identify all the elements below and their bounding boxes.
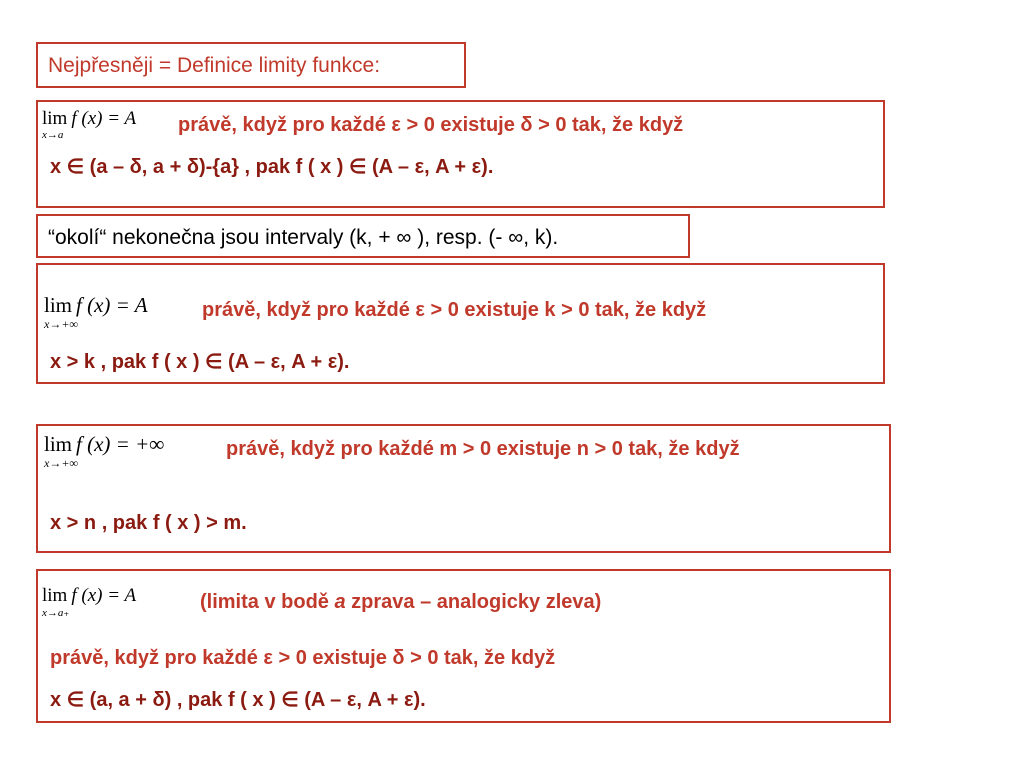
definition-line-1: právě, když pro každé ε > 0 existuje δ > 0 tak, že když: [178, 114, 684, 136]
limit-subscript: x→a₊: [42, 607, 70, 619]
definition-improper-limit-box: [36, 424, 891, 553]
definition-line-1: právě, když pro každé ε > 0 existuje k > 0 tak, že když: [202, 299, 707, 321]
definition-limit-at-infinity-box: [36, 263, 885, 384]
right-limit-note-prefix: (limita v bodě: [200, 591, 335, 613]
definition-line-2: x > n , pak f ( x ) > m.: [50, 512, 247, 534]
limit-subscript: x→+∞: [44, 317, 78, 331]
lim-operator: lim: [44, 293, 73, 317]
limit-subscript: x→+∞: [44, 456, 78, 470]
definition-line-1: právě, když pro každé ε > 0 existuje δ > 0 tak, že když: [50, 647, 556, 669]
lim-operator: lim: [44, 432, 73, 456]
limit-expression: f (x) = +∞: [76, 432, 165, 456]
definition-limit-at-point-box: [36, 100, 885, 208]
right-limit-note: [200, 591, 601, 614]
definition-line-2: x ∈ (a, a + δ) , pak f ( x ) ∈ (A – ε, A + ε).: [50, 689, 426, 711]
infinity-neighbourhood-note: “okolí“ nekonečna jsou intervaly (k, + ∞ ), resp. (- ∞, k).: [48, 226, 559, 249]
right-limit-note-variable: a: [334, 591, 346, 613]
limit-expression: f (x) = A: [76, 293, 148, 317]
lim-operator: lim: [42, 108, 68, 129]
definition-line-2: x > k , pak f ( x ) ∈ (A – ε, A + ε).: [50, 351, 350, 373]
limit-formula-infinite: [44, 432, 165, 470]
limit-formula-x-to-a-plus: [42, 585, 137, 619]
infinity-neighbourhood-note-box: [36, 214, 690, 258]
definition-line-1: právě, když pro každé m > 0 existuje n > 0 tak, že když: [226, 438, 740, 460]
page-title: Nejpřesněji = Definice limity funkce:: [48, 54, 381, 77]
limit-expression: f (x) = A: [71, 585, 137, 606]
definition-right-limit-box: [36, 569, 891, 723]
limit-expression: f (x) = A: [71, 108, 137, 129]
limit-formula-x-to-infinity: [44, 293, 148, 331]
title-box: [36, 42, 466, 88]
definition-line-2: x ∈ (a – δ, a + δ)-{a} , pak f ( x ) ∈ (A – ε, A + ε).: [50, 156, 494, 178]
right-limit-note-suffix: zprava – analogicky zleva): [345, 591, 602, 613]
limit-subscript: x→a: [42, 129, 64, 141]
lim-operator: lim: [42, 585, 68, 606]
limit-formula-x-to-a: [42, 108, 137, 141]
